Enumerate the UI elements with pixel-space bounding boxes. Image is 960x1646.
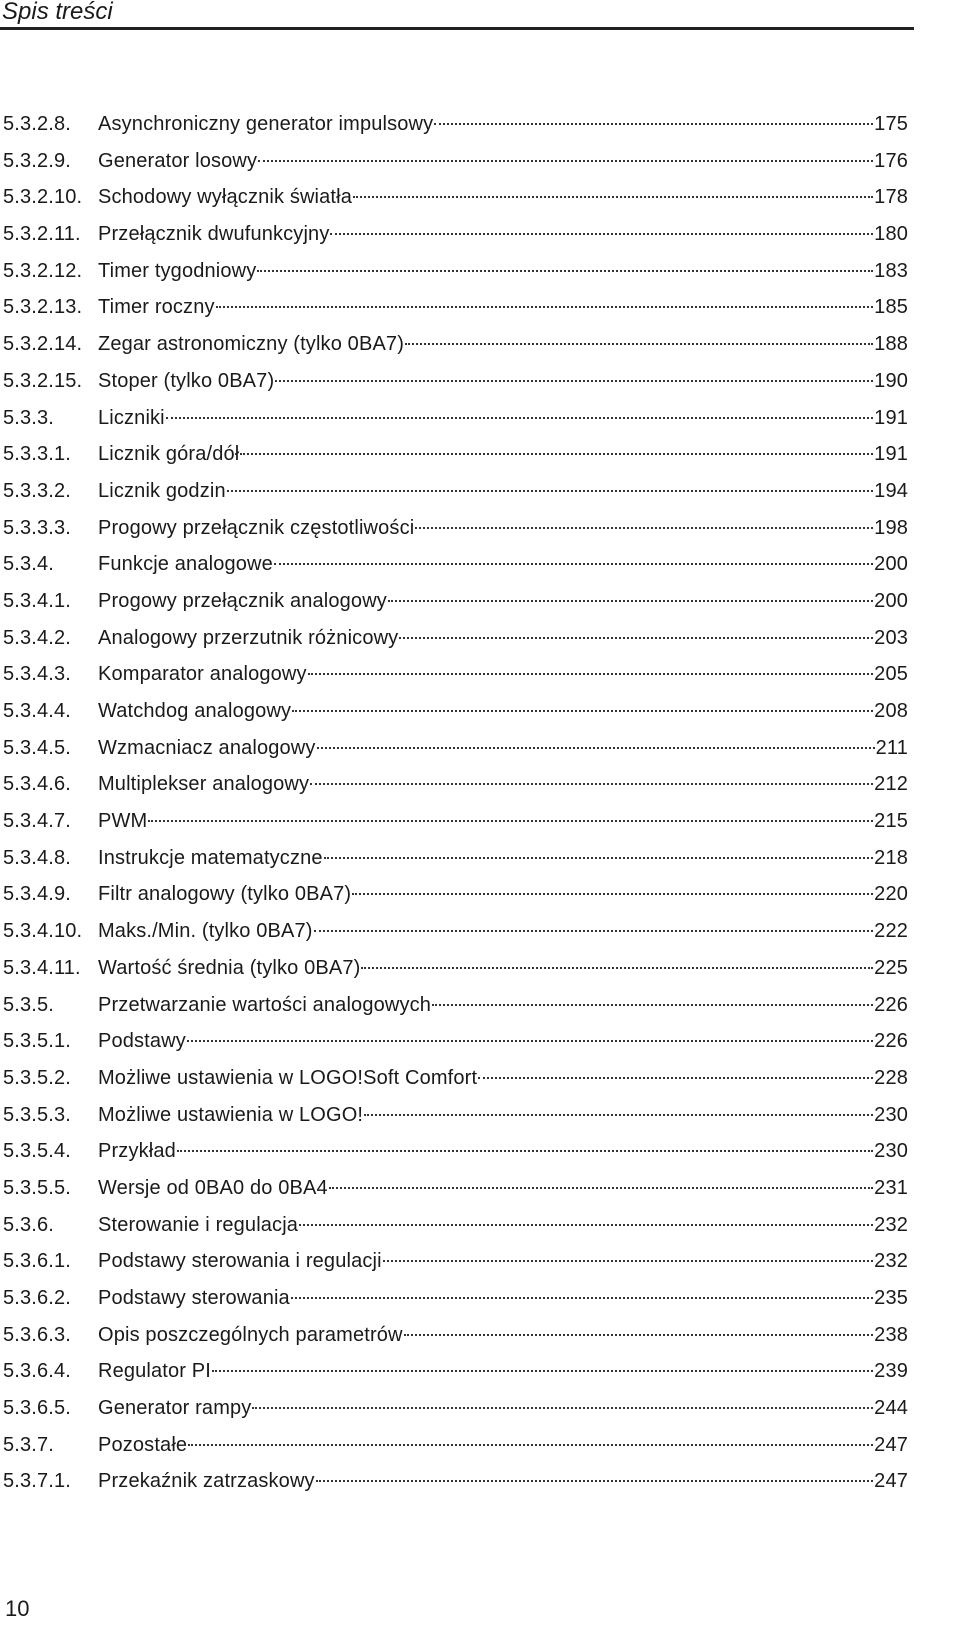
toc-entry-title: Timer tygodniowy xyxy=(98,259,257,282)
toc-entry-page: 239 xyxy=(874,1360,908,1383)
toc-entry[interactable] xyxy=(3,546,908,583)
toc-entry-page: 220 xyxy=(874,883,908,906)
toc-entry-page: 191 xyxy=(874,406,908,429)
toc-entry-page: 185 xyxy=(874,296,908,319)
toc-dot-leader xyxy=(187,1039,873,1042)
toc-entry[interactable] xyxy=(3,1023,908,1060)
toc-entry-number: 5.3.3.3. xyxy=(3,516,71,539)
toc-entry-title: Wersje od 0BA0 do 0BA4 xyxy=(98,1176,328,1199)
toc-entry-number: 5.3.2.12. xyxy=(3,259,83,282)
toc-entry[interactable] xyxy=(3,1207,908,1244)
toc-entry[interactable] xyxy=(3,583,908,620)
toc-entry-page: 188 xyxy=(874,333,908,356)
toc-entry-page: 175 xyxy=(874,113,908,135)
toc-entry[interactable] xyxy=(3,326,908,363)
toc-entry[interactable] xyxy=(3,656,908,693)
toc-entry-number: 5.3.4.7. xyxy=(3,810,71,833)
toc-dot-leader xyxy=(388,599,873,602)
toc-entry[interactable] xyxy=(3,693,908,730)
toc-entry[interactable] xyxy=(3,216,908,253)
toc-entry-page: 190 xyxy=(874,369,908,392)
toc-entry-page: 191 xyxy=(874,443,908,466)
toc-entry-number: 5.3.3. xyxy=(3,406,54,429)
toc-entry-page: 178 xyxy=(874,186,908,209)
toc-entry-number: 5.3.4.6. xyxy=(3,773,71,796)
toc-entry[interactable] xyxy=(3,950,908,987)
toc-dot-leader xyxy=(314,929,874,932)
toc-entry-title: Komparator analogowy xyxy=(98,663,307,686)
toc-entry[interactable] xyxy=(3,766,908,803)
toc-dot-leader xyxy=(415,526,873,529)
toc-entry[interactable] xyxy=(3,1463,908,1500)
toc-entry-page: 226 xyxy=(874,1030,908,1053)
toc-dot-leader xyxy=(324,856,874,859)
toc-entry-number: 5.3.5.4. xyxy=(3,1140,71,1163)
toc-entry-title: Przełącznik dwufunkcyjny xyxy=(98,223,330,246)
toc-entry-page: 180 xyxy=(874,223,908,246)
toc-entry[interactable] xyxy=(3,803,908,840)
toc-entry-number: 5.3.2.8. xyxy=(3,113,71,135)
toc-dot-leader xyxy=(258,159,873,162)
toc-dot-leader xyxy=(353,195,873,198)
toc-entry-title: Regulator PI xyxy=(98,1360,211,1383)
toc-dot-leader xyxy=(291,1296,873,1299)
toc-entry-title: Asynchroniczny generator impulsowy xyxy=(98,113,434,135)
toc-entry[interactable] xyxy=(3,1097,908,1134)
toc-entry-title: Progowy przełącznik częstotliwości xyxy=(98,516,415,539)
toc-entry-page: 244 xyxy=(874,1397,908,1420)
page-number: 10 xyxy=(5,1596,30,1621)
toc-entry-number: 5.3.2.13. xyxy=(3,296,83,319)
toc-entry[interactable] xyxy=(3,253,908,290)
toc-entry-page: 218 xyxy=(874,846,908,869)
toc-entry-page: 238 xyxy=(874,1323,908,1346)
toc-entry-number: 5.3.3.2. xyxy=(3,479,71,502)
toc-entry-number: 5.3.4.10. xyxy=(3,920,83,943)
toc-dot-leader xyxy=(274,562,873,565)
toc-entry-title: Podstawy sterowania xyxy=(98,1287,290,1309)
toc-entry[interactable] xyxy=(3,1317,908,1354)
toc-entry-title: Wzmacniacz analogowy xyxy=(98,736,316,759)
toc-entry-number: 5.3.7.1. xyxy=(3,1470,71,1493)
toc-entry-title: Podstawy sterowania i regulacji xyxy=(98,1250,382,1273)
toc-entry[interactable] xyxy=(3,510,908,547)
toc-entry-page: 222 xyxy=(874,920,908,943)
toc-entry-number: 5.3.6.3. xyxy=(3,1323,71,1346)
toc-entry[interactable] xyxy=(3,106,908,143)
toc-dot-leader xyxy=(275,379,873,382)
toc-dot-leader xyxy=(364,1113,873,1116)
toc-entry-page: 230 xyxy=(874,1140,908,1163)
toc-entry-title: Pozostałe xyxy=(98,1433,188,1456)
toc-entry-page: 212 xyxy=(874,773,908,796)
toc-dot-leader xyxy=(257,269,873,272)
toc-entry[interactable] xyxy=(3,1280,908,1317)
toc-entry-number: 5.3.6.2. xyxy=(3,1287,71,1309)
toc-dot-leader xyxy=(308,672,873,675)
toc-entry-number: 5.3.5.1. xyxy=(3,1030,71,1053)
toc-entry-number: 5.3.5.5. xyxy=(3,1176,71,1199)
toc-dot-leader xyxy=(361,966,873,969)
toc-dot-leader xyxy=(240,452,873,455)
toc-entry-page: 183 xyxy=(874,259,908,282)
toc-entry-title: Schodowy wyłącznik światła xyxy=(98,186,352,209)
toc-entry-title: Licznik godzin xyxy=(98,479,226,502)
toc-entry[interactable] xyxy=(3,143,908,180)
toc-entry[interactable] xyxy=(3,913,908,950)
toc-dot-leader xyxy=(404,1333,874,1336)
toc-entry-page: 230 xyxy=(874,1103,908,1126)
toc-entry-title: Instrukcje matematyczne xyxy=(98,846,323,869)
toc-entry-title: Wartość średnia (tylko 0BA7) xyxy=(98,956,361,979)
toc-dot-leader xyxy=(212,1369,873,1372)
toc-entry-title: Multiplekser analogowy xyxy=(98,773,310,796)
toc-dot-leader xyxy=(405,342,873,345)
toc-entry-number: 5.3.3.1. xyxy=(3,443,71,466)
toc-dot-leader xyxy=(352,892,873,895)
toc-dot-leader xyxy=(188,1443,873,1446)
toc-entry[interactable] xyxy=(3,1353,908,1390)
toc-entry[interactable] xyxy=(3,1170,908,1207)
toc-entry-number: 5.3.5.2. xyxy=(3,1066,71,1089)
toc-entry-number: 5.3.4.11. xyxy=(3,956,81,979)
toc-entry[interactable] xyxy=(3,1390,908,1427)
toc-entry[interactable] xyxy=(3,473,908,510)
toc-entry-title: Podstawy xyxy=(98,1030,186,1053)
toc-entry-page: 215 xyxy=(874,810,908,833)
toc-entry-title: Filtr analogowy (tylko 0BA7) xyxy=(98,883,352,906)
toc-entry-page: 232 xyxy=(874,1213,908,1236)
toc-entry-page: 211 xyxy=(875,736,908,759)
toc-entry-page: 176 xyxy=(874,149,908,172)
toc-entry-title: Przykład xyxy=(98,1140,176,1163)
toc-entry-number: 5.3.4.2. xyxy=(3,626,71,649)
toc-dot-leader xyxy=(434,122,873,125)
toc-entry-title: Progowy przełącznik analogowy xyxy=(98,589,387,612)
toc-entry-page: 200 xyxy=(874,553,908,576)
toc-entry[interactable] xyxy=(3,620,908,657)
header-rule xyxy=(0,27,914,30)
page-header-title: Spis treści xyxy=(2,0,113,25)
toc-entry-title: Maks./Min. (tylko 0BA7) xyxy=(98,920,313,943)
toc-entry-number: 5.3.2.15. xyxy=(3,369,83,392)
toc-dot-leader xyxy=(399,636,873,639)
toc-entry[interactable] xyxy=(3,840,908,877)
toc-entry-number: 5.3.4.8. xyxy=(3,846,71,869)
toc-entry-title: Możliwe ustawienia w LOGO!Soft Comfort xyxy=(98,1066,478,1089)
toc-entry[interactable] xyxy=(3,363,908,400)
toc-entry-title: Watchdog analogowy xyxy=(98,700,292,722)
toc-entry-title: Przetwarzanie wartości analogowych xyxy=(98,993,432,1016)
toc-entry-page: 225 xyxy=(874,956,908,979)
toc-entry-title: Sterowanie i regulacja xyxy=(98,1213,299,1236)
toc-entry-page: 205 xyxy=(874,663,908,686)
toc-entry[interactable] xyxy=(3,730,908,767)
toc-entry[interactable] xyxy=(3,1060,908,1097)
toc-entry[interactable] xyxy=(3,987,908,1024)
table-of-contents xyxy=(3,106,908,1500)
toc-dot-leader xyxy=(216,305,874,308)
toc-entry-page: 208 xyxy=(874,700,908,722)
toc-entry[interactable] xyxy=(3,1133,908,1170)
toc-dot-leader xyxy=(148,819,873,822)
toc-entry-page: 235 xyxy=(874,1287,908,1309)
toc-entry-title: Opis poszczególnych parametrów xyxy=(98,1323,403,1346)
toc-entry-page: 198 xyxy=(874,516,908,539)
toc-entry-number: 5.3.4.9. xyxy=(3,883,71,906)
toc-entry-number: 5.3.6.5. xyxy=(3,1397,71,1420)
toc-dot-leader xyxy=(330,232,873,235)
toc-entry-page: 247 xyxy=(874,1433,908,1456)
toc-entry-page: 200 xyxy=(874,589,908,612)
toc-entry[interactable] xyxy=(3,436,908,473)
toc-entry-number: 5.3.4.4. xyxy=(3,700,71,722)
toc-entry[interactable] xyxy=(3,400,908,437)
toc-entry-number: 5.3.6.1. xyxy=(3,1250,71,1273)
toc-entry-title: Licznik góra/dół xyxy=(98,443,240,466)
toc-entry-title: Zegar astronomiczny (tylko 0BA7) xyxy=(98,333,405,356)
toc-dot-leader xyxy=(329,1186,873,1189)
toc-entry-page: 194 xyxy=(874,479,908,502)
toc-entry-number: 5.3.4.1. xyxy=(3,589,71,612)
toc-entry-number: 5.3.2.9. xyxy=(3,149,71,172)
toc-dot-leader xyxy=(383,1259,873,1262)
toc-entry-page: 203 xyxy=(874,626,908,649)
toc-entry-title: Analogowy przerzutnik różnicowy xyxy=(98,626,399,649)
toc-dot-leader xyxy=(317,746,875,749)
toc-entry-number: 5.3.7. xyxy=(3,1433,54,1456)
toc-entry[interactable] xyxy=(3,1427,908,1464)
toc-dot-leader xyxy=(252,1406,873,1409)
toc-entry-title: Stoper (tylko 0BA7) xyxy=(98,369,275,392)
toc-entry-number: 5.3.6. xyxy=(3,1213,54,1236)
toc-entry-number: 5.3.4.3. xyxy=(3,663,71,686)
toc-entry-number: 5.3.2.11. xyxy=(3,223,81,246)
toc-entry[interactable] xyxy=(3,289,908,326)
toc-entry-title: Funkcje analogowe xyxy=(98,553,273,576)
toc-entry-page: 228 xyxy=(874,1066,908,1089)
toc-entry[interactable] xyxy=(3,1243,908,1280)
toc-entry[interactable] xyxy=(3,179,908,216)
toc-entry-page: 231 xyxy=(874,1176,908,1199)
toc-dot-leader xyxy=(299,1223,873,1226)
toc-dot-leader xyxy=(227,489,873,492)
toc-entry-number: 5.3.4.5. xyxy=(3,736,71,759)
toc-entry-title: Generator losowy xyxy=(98,149,258,172)
toc-dot-leader xyxy=(316,1479,873,1482)
toc-entry-title: Możliwe ustawienia w LOGO! xyxy=(98,1103,364,1126)
toc-entry-number: 5.3.5. xyxy=(3,993,54,1016)
toc-dot-leader xyxy=(166,416,873,419)
toc-entry-number: 5.3.2.10. xyxy=(3,186,83,209)
toc-entry-number: 5.3.6.4. xyxy=(3,1360,71,1383)
toc-entry-number: 5.3.2.14. xyxy=(3,333,83,356)
toc-dot-leader xyxy=(292,709,873,712)
toc-entry-title: PWM xyxy=(98,810,148,833)
toc-entry-page: 247 xyxy=(874,1470,908,1493)
toc-entry[interactable] xyxy=(3,876,908,913)
toc-dot-leader xyxy=(310,782,873,785)
toc-entry-number: 5.3.5.3. xyxy=(3,1103,71,1126)
toc-entry-number: 5.3.4. xyxy=(3,553,54,576)
toc-dot-leader xyxy=(432,1003,873,1006)
toc-entry-page: 226 xyxy=(874,993,908,1016)
toc-dot-leader xyxy=(478,1076,873,1079)
toc-entry-title: Generator rampy xyxy=(98,1397,252,1420)
toc-entry-title: Przekaźnik zatrzaskowy xyxy=(98,1470,315,1493)
toc-entry-title: Liczniki xyxy=(98,406,165,429)
toc-entry-page: 232 xyxy=(874,1250,908,1273)
toc-dot-leader xyxy=(177,1149,873,1152)
toc-entry-title: Timer roczny xyxy=(98,296,215,319)
